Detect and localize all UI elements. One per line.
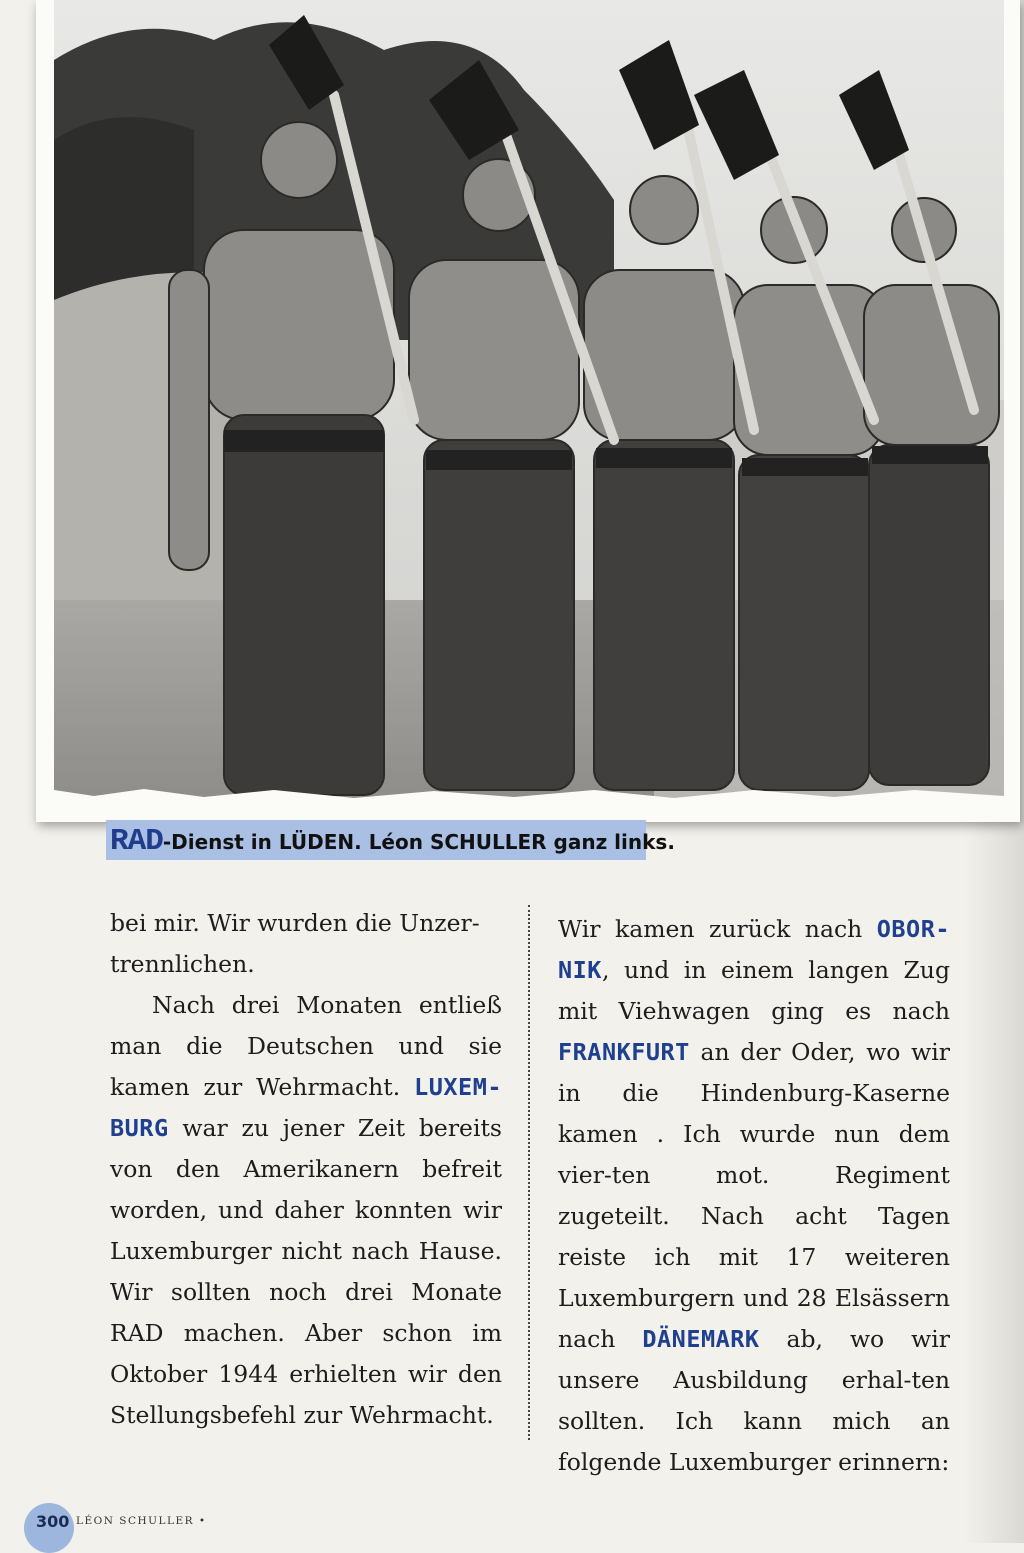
keyword-luxemburg: LUXEM-BURG (110, 1073, 502, 1142)
page-number: 300 (36, 1512, 70, 1531)
right-text-d: ab, wo wir unsere Ausbildung erhal-ten sollten. Ich kann mich an (558, 1325, 950, 1435)
left-paragraph-2 (110, 985, 502, 1436)
left-p1-line1: bei mir. Wir wurden die Unzer- (110, 909, 480, 937)
left-column (110, 903, 502, 1436)
left-p2-last-line: Stellungsbefehl zur Wehrmacht. (110, 1401, 494, 1429)
left-paragraph-1 (110, 903, 502, 985)
right-text-c: an der Oder, wo wir in die Hindenburg-Kaserne kamen . Ich wurde nun dem vier-ten mot. Regiment zugeteilt. Nach acht Tagen reiste ich mit 17 weiteren Luxemburgern und 28 Elsässern nach (558, 1038, 950, 1353)
keyword-daenemark: DÄNEMARK (642, 1325, 760, 1353)
right-paragraph (558, 909, 950, 1483)
caption-lead: RAD (110, 824, 163, 859)
right-column (558, 909, 950, 1483)
historic-photo (54, 0, 1004, 800)
keyword-obornik: OBOR-NIK (558, 915, 950, 984)
left-p2-text-a: Nach drei Monaten entließ man die Deutschen und sie kamen zur Wehrmacht. (110, 991, 502, 1101)
running-head: LÉON SCHULLER • (76, 1515, 207, 1527)
photo-frame (36, 0, 1020, 822)
right-last-line: folgende Luxemburger erinnern: (558, 1448, 950, 1476)
left-p2-text-b: war zu jener Zeit bereits von den Amerikanern befreit worden, und daher konnten wir Luxemburger nicht nach Hause. Wir sollten noch drei Monate RAD machen. Aber schon im Oktober 1944 erhielten wir den (110, 1114, 502, 1388)
right-text-a: Wir kamen zurück nach (558, 915, 877, 943)
photo-caption (110, 822, 675, 862)
caption-text: -Dienst in LÜDEN. Léon SCHULLER ganz links. (162, 830, 675, 854)
column-divider (528, 905, 530, 1440)
keyword-frankfurt: FRANKFURT (558, 1038, 690, 1066)
right-text-b: , und in einem langen Zug mit Viehwagen ging es nach (558, 956, 950, 1025)
left-p1-line2: trennlichen. (110, 950, 255, 978)
